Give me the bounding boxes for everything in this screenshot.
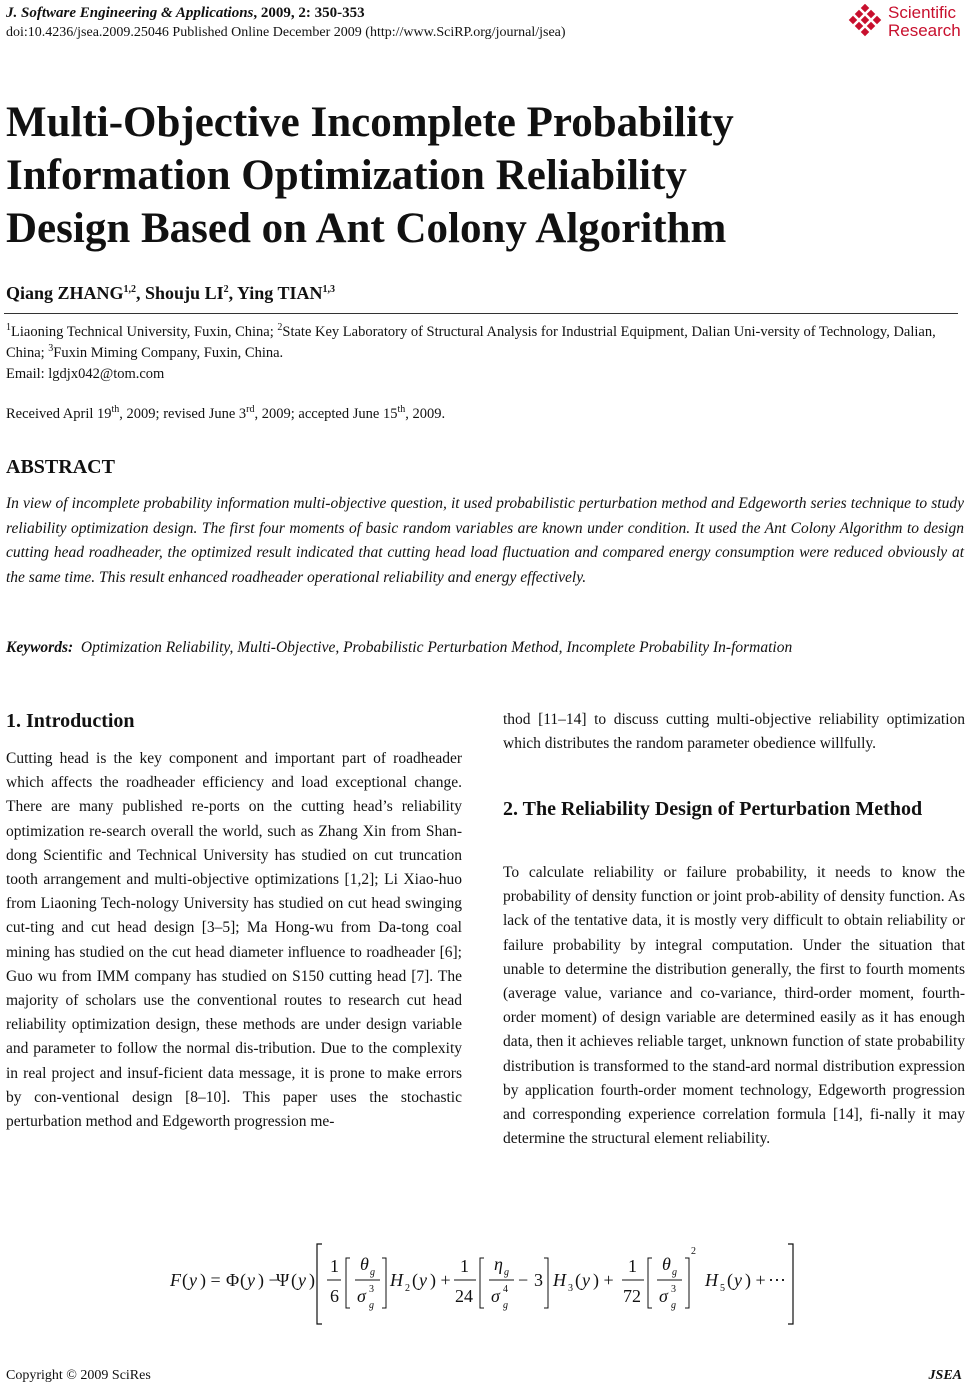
header-rule [4,313,958,314]
received-dates [6,404,445,425]
eq-sigma: σ [357,1286,366,1306]
journal-name: J. Software Engineering & Applications [6,5,254,21]
affil-sup: 3 [48,343,54,355]
received-text: Received April 19 [6,406,112,422]
author-name: Qiang ZHANG [6,283,124,303]
eq-frac-num: 1 [460,1256,469,1276]
logo-text-line1: Scientific [888,3,957,22]
affiliation: Fuxin Miming Company, Fuxin, China. [53,345,284,361]
eq-theta: θ [662,1254,671,1274]
affiliations [6,322,956,385]
abstract-heading: ABSTRACT [6,456,115,478]
eq-var: y [419,1270,427,1290]
eq-eta: η [494,1254,503,1274]
ordinal-sup: rd [246,404,255,416]
ordinal-sup: th [111,404,120,416]
eq-paren: ( [727,1270,733,1290]
eq-exp: 4 [503,1284,508,1295]
eq-hermite: H [705,1270,718,1290]
eq-bracket [685,1258,689,1308]
paper-title [6,96,906,255]
eq-paren: ( [575,1270,581,1290]
eq-exp: 3 [369,1284,374,1295]
eq-frac-den: 6 [330,1286,339,1306]
title-line: Design Based on Ant Colony Algorithm [6,205,727,252]
eq-var: y [298,1270,306,1290]
author-affil-sup: 1,2 [123,284,137,295]
eq-sub: g [369,1300,374,1311]
eq-paren: ) [309,1270,315,1290]
eq-sigma: σ [659,1286,668,1306]
eq-minus: − [518,1270,529,1290]
eq-sub: g [672,1267,677,1278]
eq-paren: ) + [593,1270,614,1290]
eq-frac-den: 24 [455,1286,473,1306]
eq-sub: g [370,1267,375,1278]
author-affil-sup: 1,3 [322,284,335,295]
affil-sup: 1 [6,322,11,334]
eq-bracket [480,1258,484,1308]
section2-text: To calculate reliability or failure probability, it needs to know the probability of density function or joint prob-ability of density function. As lack of the tentative data, it is mostly very difficult to obtain reliability or failure probability by integral computation. Under the situation that unable to determine the distribution generally, the first to fourth moments (average value, variance and co-variance, third-order moment, fourth-order moment) of design variable are determined easily as it has enough data, then it achieves reliable target, unknown function of state probability distribution is transformed to the stand-ard normal distribution expression by application fourth-order moment technology, Edgeworth progression and corresponding experience correlation formula [14], fi-nally it may determine the structural element reliability. [503,864,965,1148]
eq-var: y [734,1270,742,1290]
author-list [6,281,335,305]
author-separator: , [136,283,146,303]
eq-paren: ) + [745,1270,766,1290]
publisher-logo [848,2,968,44]
eq-exp: 3 [671,1284,676,1295]
abstract-text: In view of incomplete probability information multi-objective question, it used probabilistic perturbation method and Edgeworth series technique to study reliability optimization design. The first four moments of basic random variables are known under condition. It used the Ant Colony Algorithm to design cutting head roadheader, the optimized result indicated that cutting head load fluctuation and compared energy consumption were reduced obviously at the same time. This result enhanced roadheader operational reliability and energy effectively. [6,495,964,586]
eq-hermite: H [390,1270,403,1290]
eq-bracket [382,1258,386,1308]
keywords-text: Optimization Reliability, Multi-Objective, Probabilistic Perturbation Method, Incomplete Probability In-formation [80,639,793,656]
eq-var: y [247,1270,255,1290]
eq-sub: g [504,1267,509,1278]
keywords: Keywords: Optimization Reliability, Multi-Objective, Probabilistic Perturbation Method, Incomplete Probability In-formation [6,639,793,656]
eq-frac-num: 1 [330,1256,339,1276]
eq-paren: ( [291,1270,297,1290]
eq-paren: ( [240,1270,246,1290]
eq-sigma: σ [491,1286,500,1306]
eq-paren: ) = [200,1270,221,1290]
eq-sub: g [671,1300,676,1311]
introduction-text: Cutting head is the key component and important part of roadheader which affects the roadheader efficiency and load exceptional change. There are many published re-ports on the cutting head’s reliability optimization re-search overall the world, such as Zhang Xin from Shan-dong Scientific and Technical University has studied on cut truncation tooth arrangement and multi-objective optimizations [1,2]; Li Xiao-huo from Liaoning Tech-nology University has studied on cut head swinging cut-ting and cut head design [3–5]; Ma Hong-wu from Da-tong coal mining has studied on the cut head diameter influence to roadheader [6]; Guo wu from IMM company has studied on S150 cutting head [7]. The majority of scholars use the conventional routes to research cut head reliability optimization design, these methods are under design variable and parameter to follow the normal dis-tribution. Due to the complexity in real project and insuf-ficient data message, it is prone to make errors by con-ventional design [8–10]. This paper uses the stochastic perturbation method and Edgeworth progression me- [6,750,462,1131]
affiliation: Liaoning Technical University, Fuxin, China; [11,324,278,340]
eq-outer-bracket-left [317,1244,322,1324]
title-line: Multi-Objective Incomplete Probability [6,99,734,146]
eq-paren: ( [412,1270,418,1290]
year-text: , 2009. [405,406,446,422]
section-heading-perturbation: 2. The Reliability Design of Perturbation Method [503,798,923,820]
eq-paren: ( [182,1270,188,1290]
title-line: Information Optimization Reliability [6,152,687,199]
author-name: Shouju LI [145,283,224,303]
author-separator: , [228,283,237,303]
eq-var: y [189,1270,197,1290]
scientific-research-logo-icon [848,4,882,38]
eq-exp: 2 [691,1246,696,1257]
journal-volume: , 2009, 2: 350-353 [253,5,365,21]
eq-var: y [582,1270,590,1290]
doi-line: doi:10.4236/jsea.2009.25046 Published Online December 2009 (http://www.SciRP.org/journal/jsea) [6,25,566,40]
eq-psi: Ψ [276,1270,290,1290]
eq-theta: θ [360,1254,369,1274]
eq-sub: g [503,1300,508,1311]
eq-sub: 3 [568,1283,573,1294]
eq-bracket [648,1258,652,1308]
eq-lhs: F [170,1270,181,1290]
eq-bracket [544,1258,548,1308]
eq-hermite: H [553,1270,566,1290]
edgeworth-equation [160,1240,800,1330]
footer-copyright: Copyright © 2009 SciRes [6,1368,151,1383]
eq-ellipsis: ⋯ [768,1270,786,1290]
eq-frac-den: 72 [623,1286,641,1306]
section-heading-introduction: 1. Introduction [6,710,135,732]
keywords-label: Keywords [6,639,68,656]
eq-phi: Φ [226,1270,240,1290]
eq-outer-bracket-right [788,1244,793,1324]
eq-const: 3 [534,1270,543,1290]
eq-sub: 2 [405,1283,410,1294]
logo-text-line2: Research [888,21,961,40]
affiliation: State Key Laboratory of Structural Analysis for Industrial Equipment, Dalian Uni-versity of Technology, Dalian, China; [6,324,936,361]
affil-sup: 2 [277,322,283,334]
footer-journal-abbr: JSEA [928,1368,962,1383]
email-line: Email: lgdjx042@tom.com [6,366,165,382]
ordinal-sup: th [397,404,406,416]
eq-frac-num: 1 [628,1256,637,1276]
eq-sub: 5 [720,1283,725,1294]
author-affil-sup: 2 [223,284,229,295]
revised-text: , 2009; revised June 3 [119,406,247,422]
introduction-continued-text: thod [11–14] to discuss cutting multi-objective reliability optimization which distributes the random parameter obedience willfully. [503,711,965,753]
eq-paren: ) + [430,1270,451,1290]
journal-citation [6,4,365,22]
eq-paren: ) − [258,1270,279,1290]
accepted-text: , 2009; accepted June 15 [254,406,398,422]
author-name: Ying TIAN [236,283,323,303]
eq-bracket [346,1258,350,1308]
